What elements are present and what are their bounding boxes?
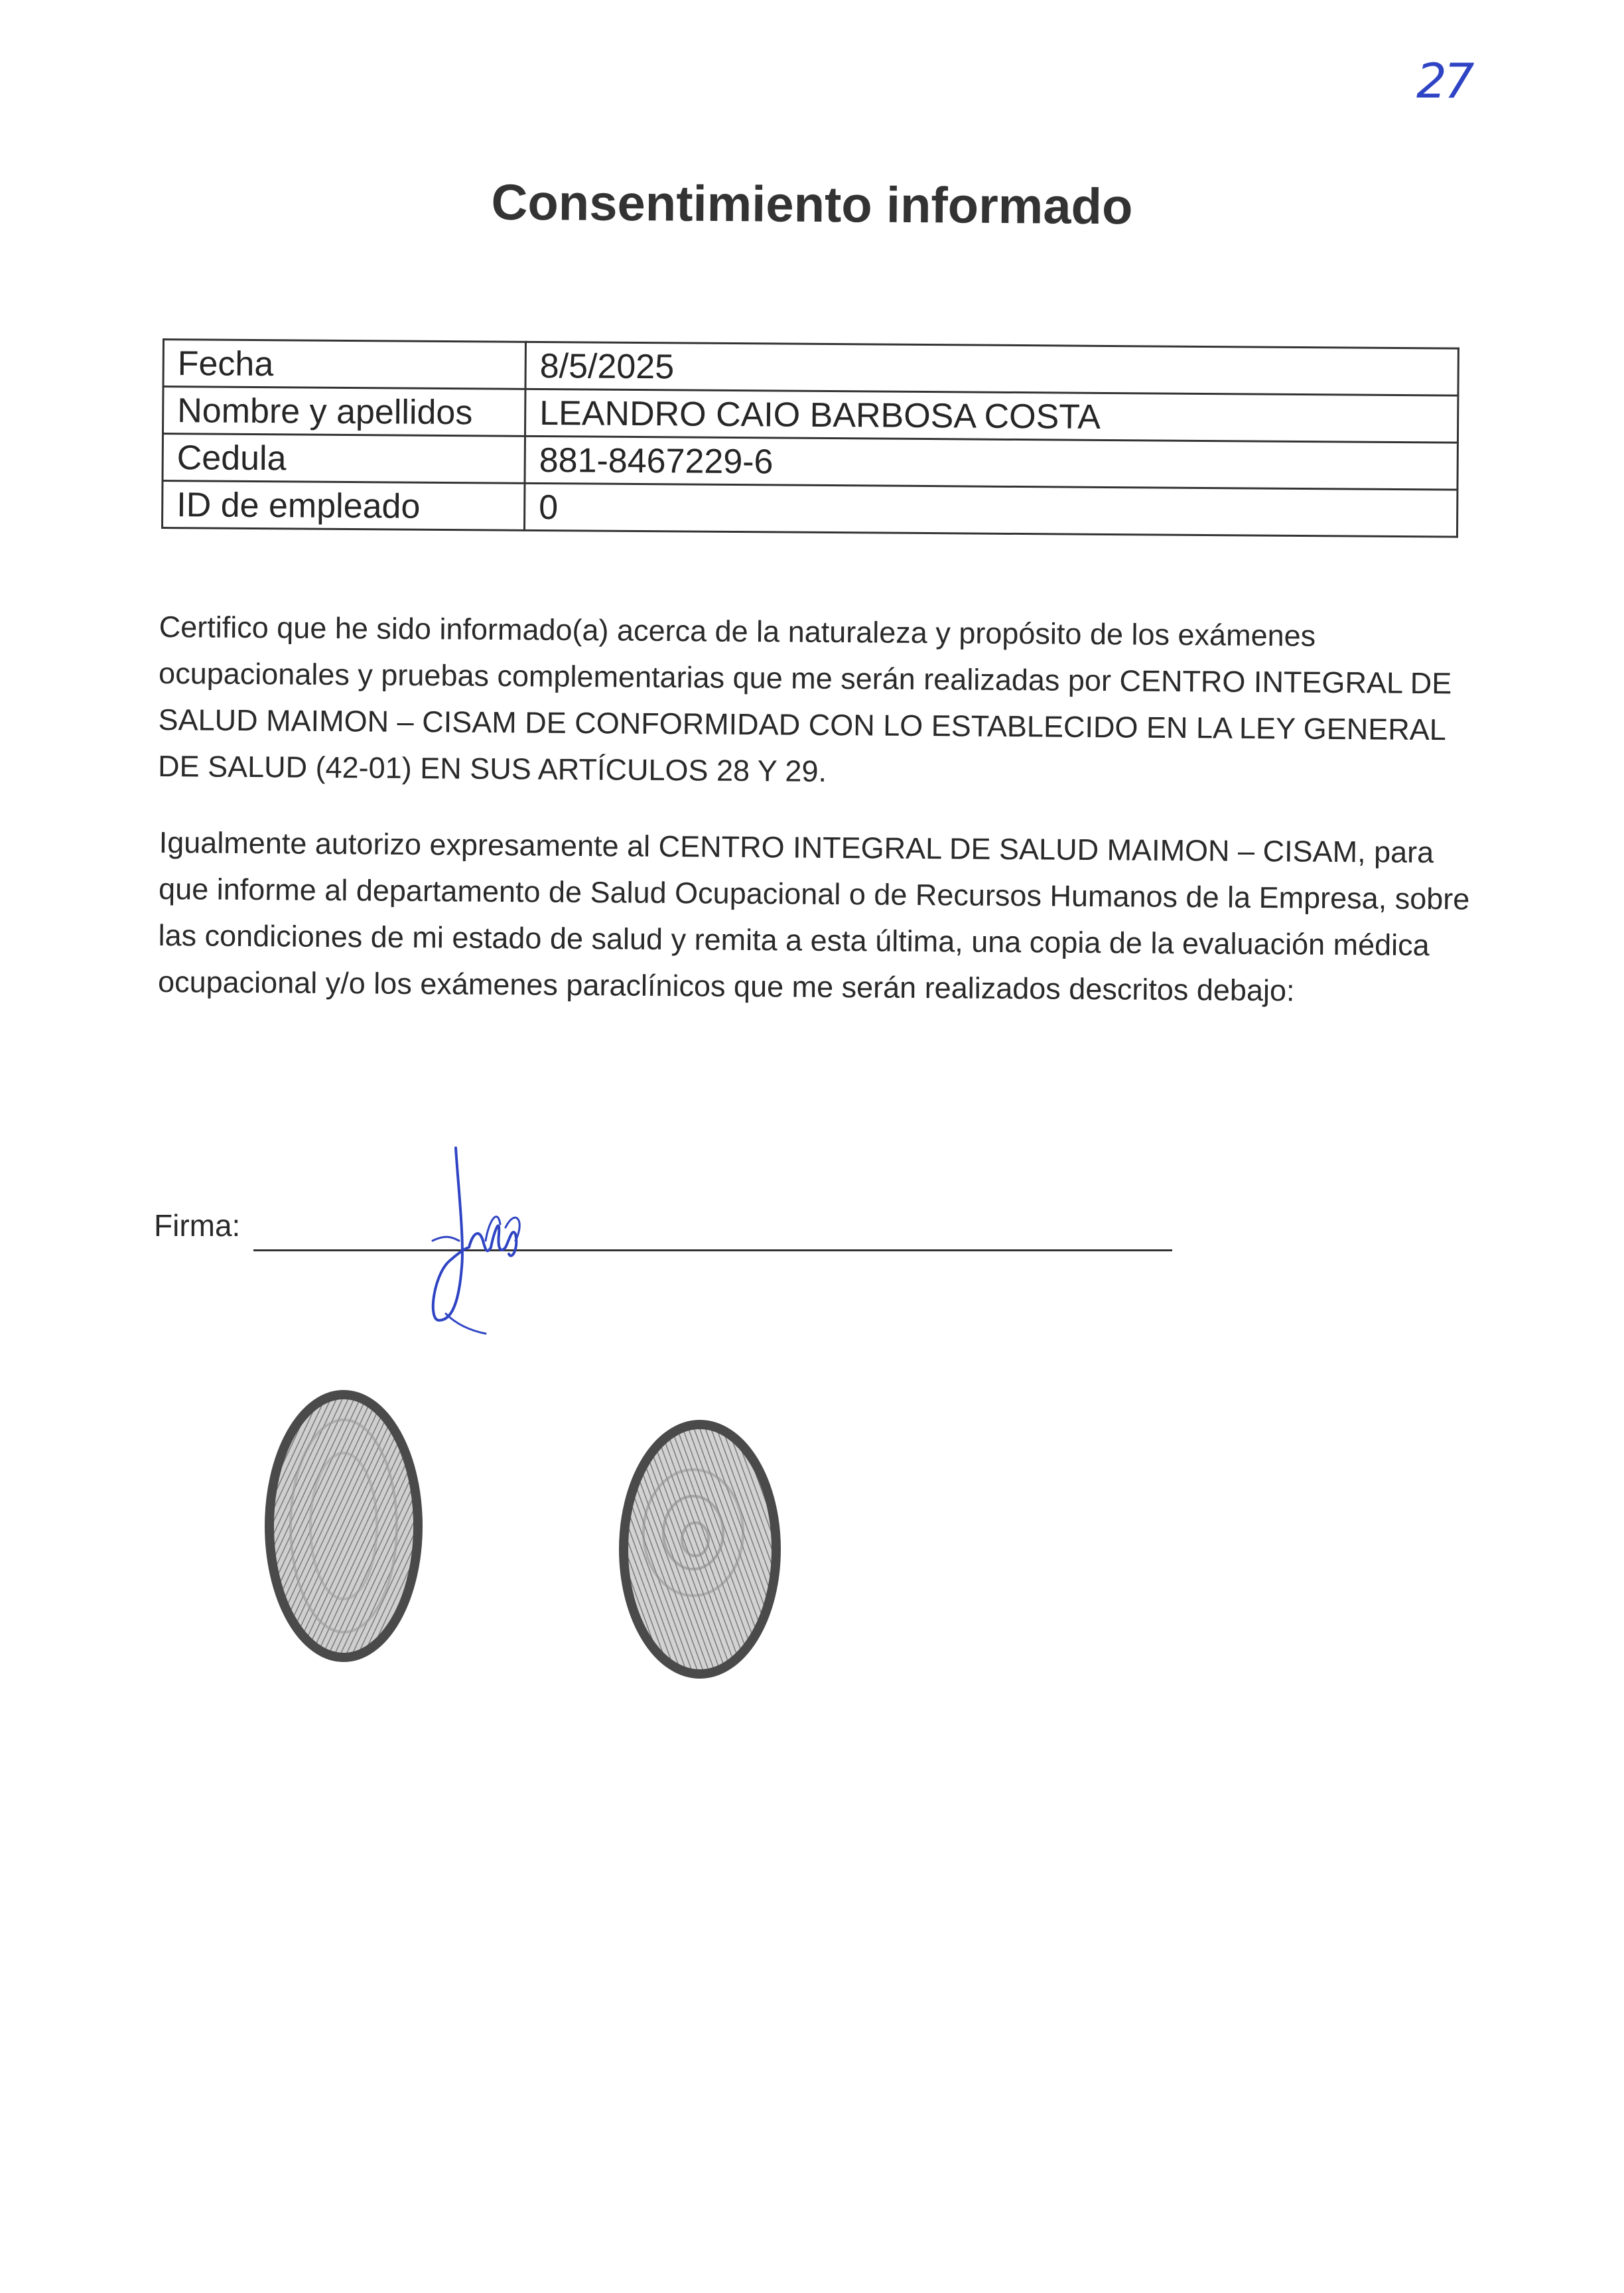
certification-paragraph: Certifico que he sido informado(a) acerca de la naturaleza y propósito de los exámenes ocupacionales y pruebas complementarias que me serán realizadas por CENTRO INTEGRAL DE SALUD MAIMON – CISAM DE CONFORMIDAD CON LO ESTABLECIDO EN LA LEY GENERAL DE SALUD (42-01) EN SUS ARTÍCULOS 28 Y 29. [157,609,1452,788]
row-label-fecha: Fecha [163,340,525,389]
row-label-nombre: Nombre y apellidos [163,387,525,437]
row-value-id-empleado: 0 [524,483,1457,537]
table-row [163,481,1457,537]
table-row [163,387,1457,443]
handwritten-signature [287,1141,525,1340]
authorization-paragraph: Igualmente autorizo expresamente al CENTRO INTEGRAL DE SALUD MAIMON – CISAM, para que informe al departamento de Salud Ocupacional o de Recursos Humanos de la Empresa, sobre las condiciones de mi estado de salud y remita a esta última, una copia de la evaluación médica ocupacional y/o los exámenes paraclínicos que me serán realizados descritos debajo: [157,825,1470,1008]
left-fingerprint [264,1390,423,1662]
table-row [163,434,1457,490]
row-value-cedula: 881-8467229-6 [525,436,1457,490]
personal-info-table [161,338,1459,538]
document-title: Consentimiento informado [491,174,1133,236]
row-value-fecha: 8/5/2025 [525,342,1458,395]
right-fingerprint [617,1420,783,1679]
signature-label: Firma: [154,1208,241,1243]
row-label-id-empleado: ID de empleado [163,481,525,531]
table-row [163,340,1458,396]
row-label-cedula: Cedula [163,434,525,484]
signature-block [154,1141,1189,1340]
row-value-nombre: LEANDRO CAIO BARBOSA COSTA [525,389,1457,443]
handwritten-page-number: 27 [1416,53,1472,109]
